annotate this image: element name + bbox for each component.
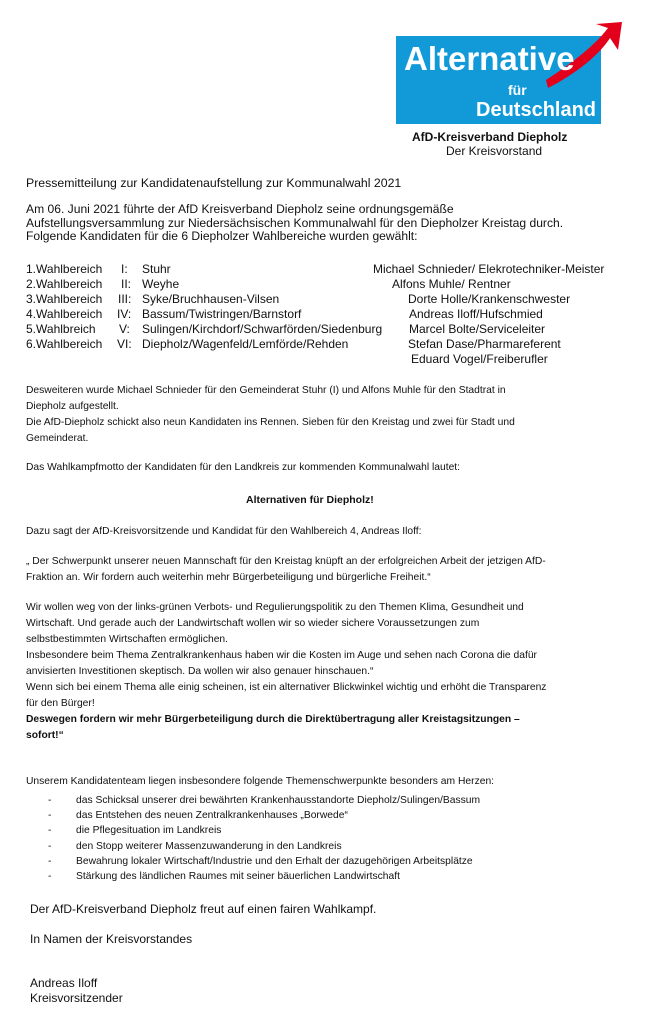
candidate-number: VI: bbox=[117, 337, 132, 351]
theme-item bbox=[26, 808, 480, 823]
theme-text: den Stopp weiterer Massenzuwanderung in den Landkreis bbox=[76, 840, 342, 852]
quote-line: für den Bürger! bbox=[26, 698, 95, 709]
afd-logo bbox=[396, 22, 622, 124]
themes-list bbox=[26, 793, 480, 884]
candidate-person: Stefan Dase/Pharmareferent bbox=[408, 337, 561, 351]
theme-item bbox=[26, 869, 480, 884]
candidate-area: Syke/Bruchhausen-Vilsen bbox=[142, 292, 280, 306]
candidate-number: I: bbox=[121, 262, 128, 276]
motto: Alternativen für Diepholz! bbox=[246, 494, 374, 506]
candidate-area: Bassum/Twistringen/Barnstorf bbox=[142, 307, 302, 321]
on-behalf-line: In Namen der Kreisvorstandes bbox=[30, 932, 193, 946]
theme-text: das Schicksal unserer drei bewährten Krankenhausstandorte Diepholz/Sulingen/Bassum bbox=[76, 795, 481, 806]
candidate-number: V: bbox=[119, 322, 130, 336]
dash-bullet-icon: - bbox=[48, 795, 52, 806]
theme-text: Bewahrung lokaler Wirtschaft/Industrie und den Erhalt der dazugehörigen Arbeitsplätze bbox=[76, 855, 473, 867]
candidate-district: 4.Wahlbereich bbox=[26, 307, 103, 321]
themes-intro: Unserem Kandidatenteam liegen insbesondere folgende Themenschwerpunkte besonders am Herzen: bbox=[26, 776, 495, 787]
candidate-person: Andreas Iloff/Hufschmied bbox=[409, 307, 543, 321]
intro-paragraph bbox=[26, 203, 626, 244]
quote-demand-line: Deswegen fordern wir mehr Bürgerbeteiligung durch die Direktübertragung aller Kreistagsitzungen – bbox=[26, 714, 520, 725]
theme-item bbox=[26, 823, 480, 838]
candidate-person: Marcel Bolte/Serviceleiter bbox=[409, 322, 546, 336]
quote-line: Wirtschaft. Und gerade auch der Landwirtschaft wollen wir so wieder sichere Voraussetzungen zum bbox=[26, 618, 480, 629]
theme-text: das Entstehen des neuen Zentralkrankenhauses „Borwede“ bbox=[76, 810, 348, 822]
intro-line: Am 06. Juni 2021 führte der AfD Kreisverband Diepholz seine ordnungsgemäße bbox=[26, 202, 454, 216]
intro-line: Aufstellungsversammlung zur Niedersächsischen Kommunalwahl für den Diepholzer Kreistag durch. bbox=[26, 215, 564, 230]
dash-bullet-icon: - bbox=[48, 810, 52, 822]
candidate-district: 5.Wahlbreich bbox=[26, 322, 96, 336]
quote-intro: Dazu sagt der AfD-Kreisvorsitzende und Kandidat für den Wahlbereich 4, Andreas Iloff: bbox=[26, 526, 422, 537]
candidate-area: Stuhr bbox=[142, 262, 171, 276]
candidate-district: 3.Wahlbereich bbox=[26, 292, 103, 306]
candidate-person: Michael Schnieder/ Elekrotechniker-Meister bbox=[373, 262, 605, 276]
quote-paragraph bbox=[26, 600, 626, 744]
closing-line: Der AfD-Kreisverband Diepholz freut auf einen fairen Wahlkampf. bbox=[30, 902, 377, 916]
quote-line: Wir wollen weg von der links-grünen Verbots- und Regulierungspolitik zu den Themen Klima, Gesundheit und bbox=[26, 602, 524, 613]
theme-item bbox=[26, 793, 480, 808]
signature-name: Andreas Iloff bbox=[30, 976, 98, 990]
candidate-area: Weyhe bbox=[142, 277, 180, 291]
theme-item bbox=[26, 854, 480, 869]
org-board: Der Kreisvorstand bbox=[446, 144, 543, 158]
candidate-person: Alfons Muhle/ Rentner bbox=[392, 277, 511, 291]
signature-role: Kreisvorsitzender bbox=[30, 991, 123, 1005]
candidate-person: Eduard Vogel/Freiberufler bbox=[411, 352, 548, 366]
logo-line2: für bbox=[508, 82, 527, 98]
candidate-area: Diepholz/Wagenfeld/Lemförde/Rehden bbox=[142, 337, 349, 351]
dash-bullet-icon: - bbox=[48, 840, 52, 852]
quote-line: anvisierten Investitionen skeptisch. Da wollen wir also genauer hinschauen.“ bbox=[26, 666, 374, 677]
dash-bullet-icon: - bbox=[48, 871, 52, 883]
theme-text: die Pflegesituation im Landkreis bbox=[76, 825, 222, 837]
candidate-area: Sulingen/Kirchdorf/Schwarförden/Siedenburg bbox=[142, 322, 383, 336]
dash-bullet-icon: - bbox=[48, 825, 52, 837]
candidate-number: II: bbox=[121, 277, 132, 291]
council-line: Gemeinderat. bbox=[26, 433, 89, 444]
council-paragraph bbox=[26, 383, 626, 447]
dash-bullet-icon: - bbox=[48, 855, 52, 867]
quote-line: Fraktion an. Wir fordern auch weiterhin mehr Bürgerbeteiligung und bürgerliche Freiheit.“ bbox=[26, 572, 431, 583]
theme-item bbox=[26, 839, 480, 854]
quote-demand-line: sofort!“ bbox=[26, 730, 64, 741]
council-line: Diepholz aufgestellt. bbox=[26, 401, 119, 412]
council-line: Desweiteren wurde Michael Schnieder für den Gemeinderat Stuhr (I) und Alfons Muhle für den Stadtrat in bbox=[26, 385, 506, 396]
candidate-district: 1.Wahlbereich bbox=[26, 262, 103, 276]
logo-line3: Deutschland bbox=[476, 99, 597, 121]
candidate-person: Dorte Holle/Krankenschwester bbox=[408, 292, 571, 306]
quote-line: Wenn sich bei einem Thema alle einig scheinen, ist ein alternativer Blickwinkel wichtig und erhöht die Transparenz bbox=[26, 682, 547, 693]
quote-paragraph bbox=[26, 554, 626, 586]
page-title: Pressemitteilung zur Kandidatenaufstellung zur Kommunalwahl 2021 bbox=[26, 176, 402, 190]
candidate-number: III: bbox=[118, 292, 132, 306]
candidate-district: 2.Wahlbereich bbox=[26, 277, 103, 291]
council-line: Die AfD-Diepholz schickt also neun Kandidaten ins Rennen. Sieben für den Kreistag und zwei für Stadt und bbox=[26, 417, 515, 428]
logo-line1: Alternative bbox=[404, 40, 575, 77]
org-name: AfD-Kreisverband Diepholz bbox=[412, 130, 568, 144]
intro-line: Folgende Kandidaten für die 6 Diepholzer Wahlbereiche wurden gewählt: bbox=[26, 229, 418, 244]
candidate-district: 6.Wahlbereich bbox=[26, 337, 103, 351]
quote-line: selbstbestimmten Wirtschaften ermöglichen. bbox=[26, 634, 229, 645]
theme-text: Stärkung des ländlichen Raumes mit seiner bäuerlichen Landwirtschaft bbox=[76, 871, 400, 883]
motto-intro: Das Wahlkampfmotto der Kandidaten für den Landkreis zur kommenden Kommunalwahl lautet: bbox=[26, 462, 461, 473]
candidate-number: IV: bbox=[117, 307, 132, 321]
quote-line: „ Der Schwerpunkt unserer neuen Mannschaft für den Kreistag knüpft an der erfolgreichen Arbeit der jetzigen AfD- bbox=[26, 556, 546, 567]
quote-line: Insbesondere beim Thema Zentralkrankenhaus haben wir die Kosten im Auge und sehen nach Corona die dafür bbox=[26, 650, 537, 661]
